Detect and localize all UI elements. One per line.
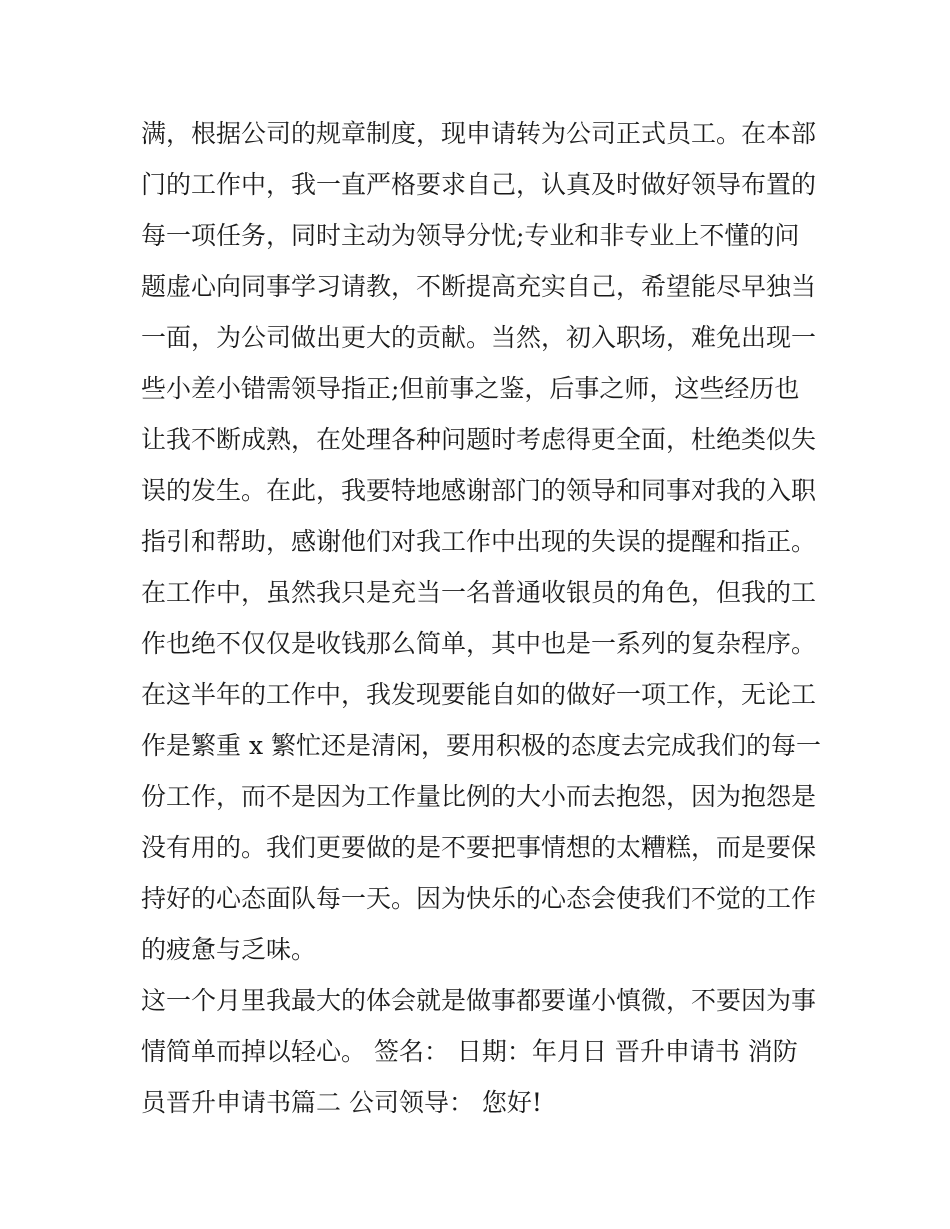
text-line: 持好的心态面队每一天。因为快乐的心态会使我们不觉的工作 [141, 884, 817, 913]
text-line: 份工作，而不是因为工作量比例的大小而去抱怨，因为抱怨是 [141, 782, 817, 811]
text-line: 在这半年的工作中，我发现要能自如的做好一项工作，无论工 [141, 680, 817, 709]
text-line: 误的发生。在此，我要特地感谢部门的领导和同事对我的入职 [141, 476, 817, 505]
text-line: 的疲惫与乏味。 [141, 935, 317, 964]
text-line: 题虚心向同事学习请教，不断提高充实自己，希望能尽早独当 [141, 272, 817, 301]
text-line: 让我不断成熟，在处理各种问题时考虑得更全面，杜绝类似失 [141, 425, 817, 454]
text-line: 情简单而掉以轻心。 签名： 日期：年月日 晋升申请书 消防 [141, 1037, 798, 1066]
text-line: 些小差小错需领导指正;但前事之鉴，后事之师，这些经历也 [141, 374, 800, 403]
text-line: 员晋升申请书篇二 公司领导： 您好! [141, 1088, 542, 1117]
text-line: 一面，为公司做出更大的贡献。当然，初入职场，难免出现一 [141, 323, 817, 352]
text-line: 没有用的。我们更要做的是不要把事情想的太糟糕，而是要保 [141, 833, 817, 862]
document-body [141, 108, 821, 1128]
text-line: 作也绝不仅仅是收钱那么简单，其中也是一系列的复杂程序。 [141, 629, 817, 658]
text-line: 这一个月里我最大的体会就是做事都要谨小慎微，不要因为事 [141, 986, 817, 1015]
text-line: 每一项任务，同时主动为领导分忧;专业和非专业上不懂的问 [141, 221, 800, 250]
text-line: 门的工作中，我一直严格要求自己，认真及时做好领导布置的 [141, 170, 817, 199]
text-line: 作是繁重 x 繁忙还是清闲，要用积极的态度去完成我们的每一 [141, 731, 821, 760]
text-line: 指引和帮助，感谢他们对我工作中出现的失误的提醒和指正。 [141, 527, 817, 556]
text-line: 满，根据公司的规章制度，现申请转为公司正式员工。在本部 [141, 119, 817, 148]
text-line: 在工作中，虽然我只是充当一名普通收银员的角色，但我的工 [141, 578, 817, 607]
